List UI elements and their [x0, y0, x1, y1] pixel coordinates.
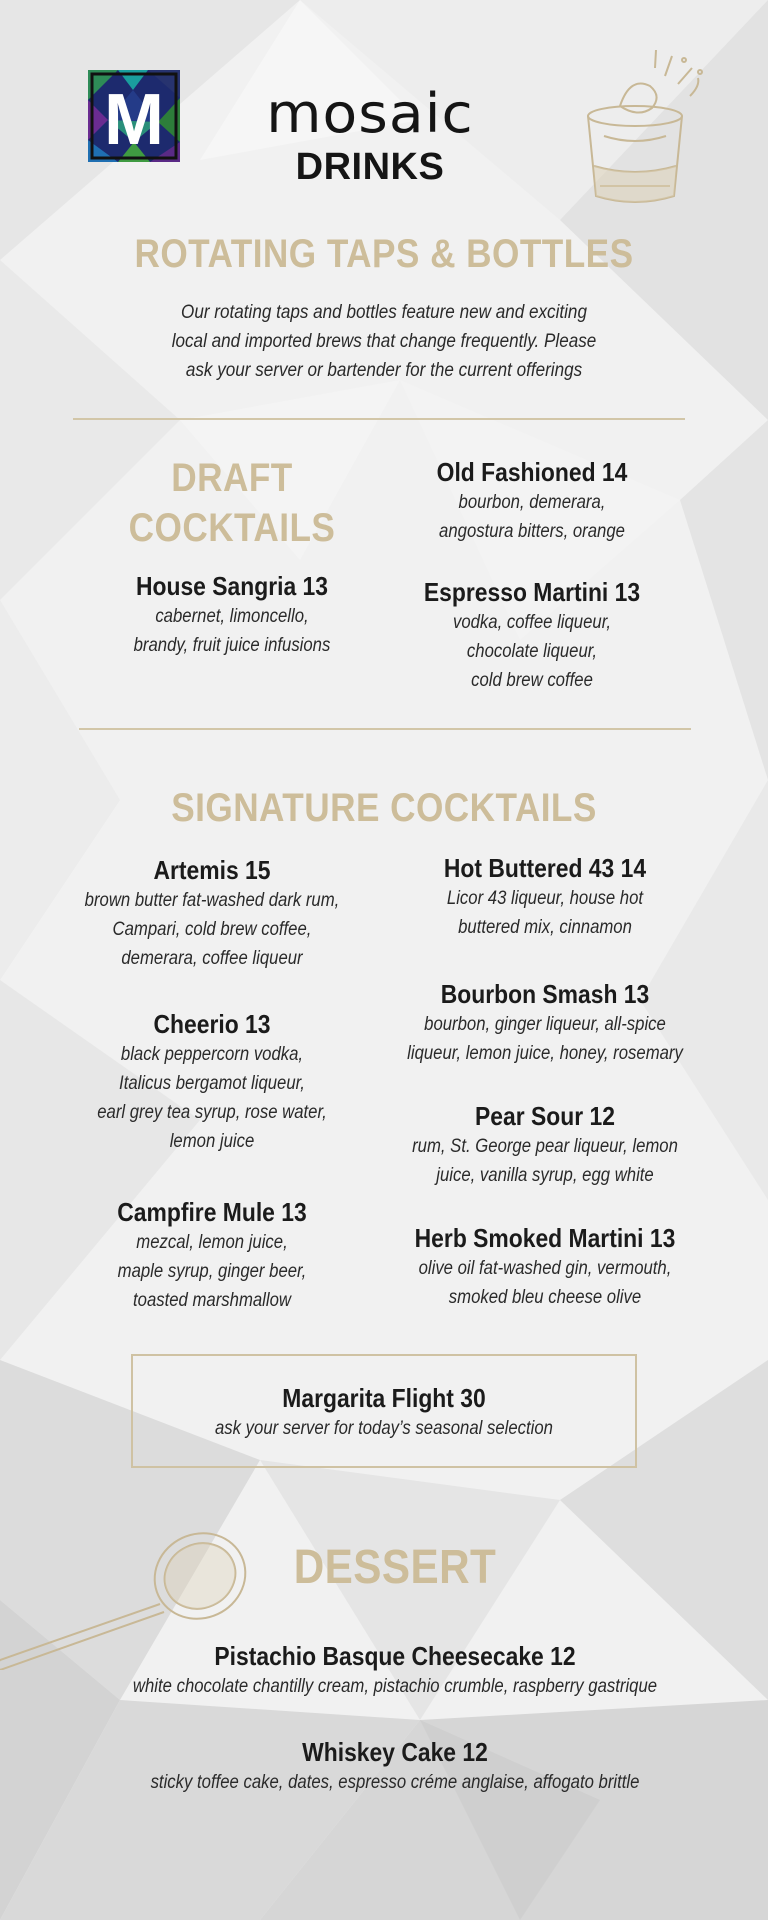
rotating-section [84, 232, 684, 276]
dessert-heading: DESSERT [293, 1541, 497, 1594]
item-description: brown butter fat-washed dark rum, Campari, cold brew coffee, demerara, coffee liqueur [84, 890, 340, 969]
divider [73, 418, 685, 420]
menu-item [40, 1640, 750, 1701]
item-name: Artemis 15 [153, 855, 271, 885]
item-description: bourbon, ginger liqueur, all-spice liqueur, lemon juice, honey, rosemary [407, 1014, 683, 1064]
signature-section [84, 786, 684, 830]
item-description: sticky toffee cake, dates, espresso créme anglaise, affogato brittle [150, 1772, 640, 1793]
item-name: Margarita Flight 30 [282, 1383, 486, 1413]
item-description: Licor 43 liqueur, house hot buttered mix, cinnamon [446, 888, 644, 938]
page-title: DRINKS [295, 146, 445, 188]
item-name: Bourbon Smash 13 [440, 979, 650, 1009]
item-name: Cheerio 13 [153, 1009, 271, 1039]
menu-item [52, 1196, 372, 1315]
menu-item [375, 1222, 715, 1312]
dessert-section [260, 1542, 530, 1594]
menu-item [375, 852, 715, 942]
item-description: black peppercorn vodka, Italicus bergamot liqueur, earl grey tea syrup, rose water, lemon juice [97, 1044, 327, 1152]
menu-item [382, 456, 682, 546]
item-name: Pear Sour 12 [475, 1101, 615, 1131]
item-name: Whiskey Cake 12 [302, 1737, 488, 1767]
menu-item [375, 1100, 715, 1190]
rotating-line: Our rotating taps and bottles feature new and exciting [181, 302, 587, 323]
item-description: white chocolate chantilly cream, pistachio crumble, raspberry gastrique [132, 1676, 658, 1697]
item-name: Herb Smoked Martini 13 [414, 1223, 676, 1253]
item-name: House Sangria 13 [135, 571, 329, 601]
menu-item [52, 854, 372, 973]
brand-name: mosaic [266, 82, 474, 145]
item-description: mezcal, lemon juice, maple syrup, ginger beer, toasted marshmallow [117, 1232, 307, 1311]
draft-heading-line: DRAFT [171, 456, 293, 500]
logo-letter: M [104, 80, 164, 160]
item-name: Pistachio Basque Cheesecake 12 [214, 1641, 576, 1671]
item-description: vodka, coffee liqueur, chocolate liqueur, cold brew coffee [452, 612, 612, 691]
item-description: cabernet, limoncello, brandy, fruit juice infusions [133, 606, 331, 656]
rotating-line: ask your server or bartender for the current offerings [185, 360, 583, 381]
featured-item-box [131, 1354, 637, 1468]
brand-wordmark [250, 84, 490, 144]
item-name: Espresso Martini 13 [423, 577, 641, 607]
menu-item [375, 978, 715, 1068]
menu-item [82, 570, 382, 660]
rotating-description [84, 298, 684, 385]
draft-heading [82, 456, 382, 550]
item-name: Campfire Mule 13 [117, 1197, 307, 1227]
rotating-heading: ROTATING TAPS & BOTTLES [134, 232, 634, 276]
item-name: Hot Buttered 43 14 [443, 853, 647, 883]
mosaic-logo-icon [88, 70, 180, 162]
divider [79, 728, 691, 730]
menu-item [382, 576, 682, 695]
menu-item [40, 1736, 750, 1797]
draft-heading-line: COCKTAILS [128, 506, 336, 550]
item-description: bourbon, demerara, angostura bitters, orange [439, 492, 625, 542]
menu-item [52, 1008, 372, 1156]
item-description: ask your server for today’s seasonal selection [214, 1418, 553, 1439]
signature-heading: SIGNATURE COCKTAILS [171, 786, 597, 830]
rotating-line: local and imported brews that change frequently. Please [171, 331, 597, 352]
item-description: olive oil fat-washed gin, vermouth, smoked bleu cheese olive [418, 1258, 672, 1308]
item-name: Old Fashioned 14 [436, 457, 628, 487]
whiskey-glass-icon [560, 46, 710, 211]
item-description: rum, St. George pear liqueur, lemon juice, vanilla syrup, egg white [412, 1136, 678, 1186]
